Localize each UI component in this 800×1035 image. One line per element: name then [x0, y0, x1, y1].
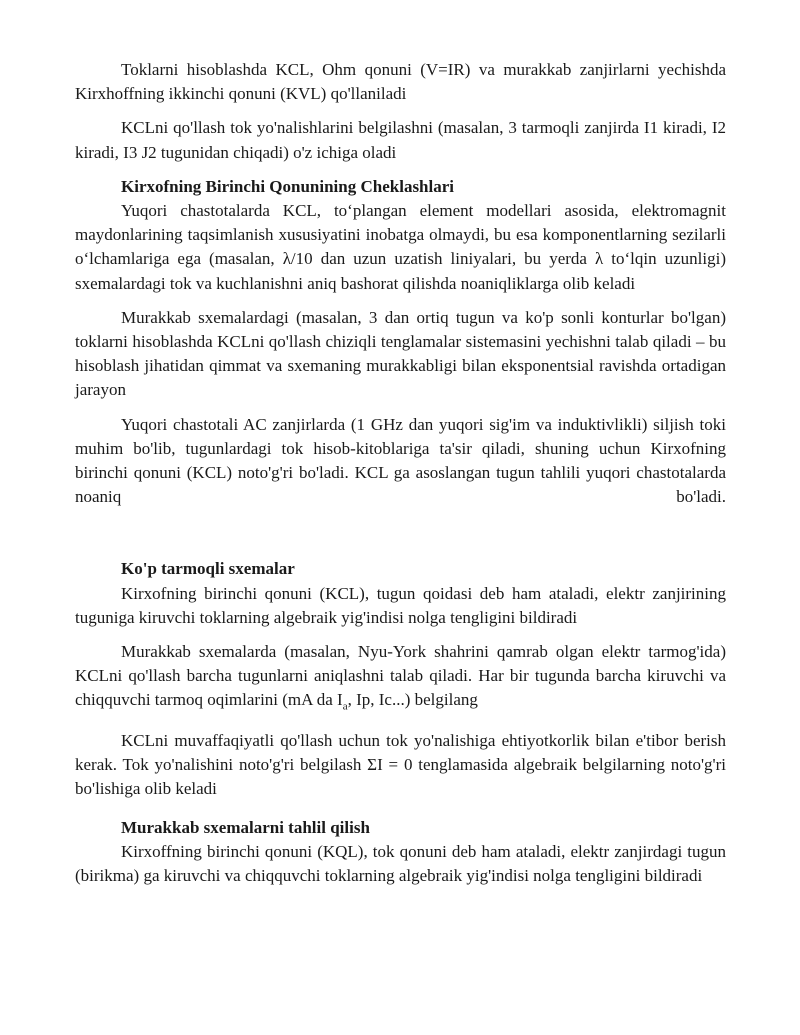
heading-multi-branch-circuits: Ko'p tarmoqli sxemalar	[121, 559, 295, 579]
paragraph-kcl-node-rule: Kirxofning birinchi qonuni (KCL), tugun qoidasi deb ham ataladi, elektr zanjirining tuguniga kiruvchi toklarning algebraik yig'indisi nolga tengligini bildiradi	[75, 583, 726, 627]
paragraph-kcl-ohm-kvl: Toklarni hisoblashda KCL, Ohm qonuni (V=IR) va murakkab zanjirlarni yechishda Kirxhoffning ikkinchi qonuni (KVL) qo'llaniladi	[75, 60, 726, 104]
current-subscript-a: a	[342, 700, 348, 713]
heading-complex-circuit-analysis: Murakkab sxemalarni tahlil qilish	[121, 817, 370, 837]
power-grid-text: Murakkab sxemalarda (masalan, Nyu-York shahrini qamrab olgan elektr tarmog'ida) KCLni qo'llash barcha tugunlarni aniqlashni talab qiladi. Har bir tugunda barcha kiruvchi va chiqquvchi tarmoq oqimlarini (mA da I	[75, 642, 726, 710]
paragraph-power-grid-example	[75, 640, 726, 719]
heading-kcl-limitations: Kirxofning Birinchi Qonunining Cheklashlari	[121, 176, 455, 196]
document-page	[75, 58, 726, 898]
paragraph-kql-current-law: Kirxoffning birinchi qonuni (KQL), tok qonuni deb ham ataladi, elektr zanjirdagi tugun (birikma) ga kiruvchi va chiqquvchi toklarning algebraik yig'indisi nolga tengligini bildiradi	[75, 841, 726, 886]
paragraph-high-frequency-limits: Yuqori chastotalarda KCL, to‘plangan element modellari asosida, elektromagnit maydonlarining taqsimlanish xususiyatini inobatga olmaydi, bu esa komponentlarning sezilarli o‘lchamlariga ega (masalan, λ/10 dan uzun uzatish liniyalari, bu yerda λ to‘lqin uzunligi) sxemalardagi tok va kuchlanishni aniq bashorat qilishda noaniqliklarga olib keladi	[75, 201, 726, 293]
section-spacer	[75, 519, 726, 543]
paragraph-complex-circuits-equations: Murakkab sxemalardagi (masalan, 3 dan ortiq tugun va ko'p sonli konturlar bo'lgan) toklarni hisoblashda KCLni qo'llash chiziqli tenglamalar sistemasini yechishni talab qiladi – bu hisoblash jihatidan qimmat va sxemaning murakkabligi bilan eksponentsial ravishda ortadigan jarayon	[75, 307, 726, 400]
power-grid-text-tail: , Iр, Ic...) belgilang	[347, 690, 478, 710]
paragraph-kcl-current-directions: KCLni qo'llash tok yo'nalishlarini belgilashni (masalan, 3 tarmoqli zanjirda I1 kiradi, I2 kiradi, I3 J2 tugunidan chiqadi) o'z ichiga oladi	[75, 118, 726, 162]
paragraph-ac-displacement-current: Yuqori chastotali AC zanjirlarda (1 GHz dan yuqori sig'im va induktivlikli) siljish toki muhim bo'lib, tugunlardagi tok hisob-kitoblariga ta'sir qiladi, shuning uchun Kirxofning birinchi qonuni (KCL) noto'g'ri bo'ladi. KCL ga asoslangan tugun tahlili yuqori chastotalarda noaniq bo'ladi.	[75, 414, 726, 507]
paragraph-current-direction-care: KCLni muvaffaqiyatli qo'llash uchun tok yo'nalishiga ehtiyotkorlik bilan e'tibor berish kerak. Tok yo'nalishini noto'g'ri belgilash ΣI = 0 tenglamasida algebraik belgilarning noto'g'ri bo'lishiga olib keladi	[75, 731, 726, 799]
